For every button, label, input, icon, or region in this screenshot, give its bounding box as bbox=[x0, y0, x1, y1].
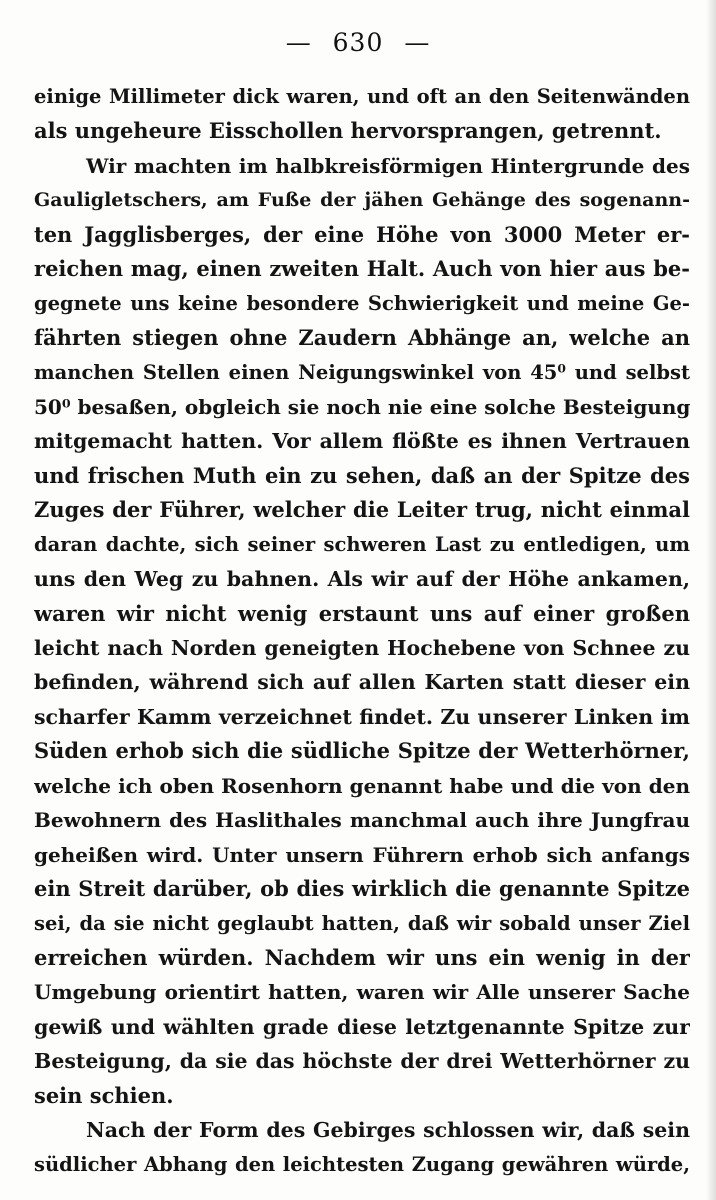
text-line: fährten stiegen ohne Zaudern Abhänge an, welche an bbox=[34, 325, 690, 351]
text-line: mitgemacht hatten. Vor allem flößte es ihnen Vertrauen bbox=[34, 429, 690, 454]
header-dash-right: — bbox=[404, 28, 431, 57]
text-line: geheißen wird. Unter unsern Führern erhob sich anfangs bbox=[34, 842, 690, 867]
text-line: Nach der Form des Gebirges schlossen wir, daß sein bbox=[86, 1118, 690, 1143]
text-line: Gauligletschers, am Fuße der jähen Gehänge des sogenann- bbox=[34, 189, 690, 212]
text-line: Bewohnern des Haslithales manchmal auch ihre Jungfrau bbox=[34, 808, 690, 833]
text-line: erreichen würden. Nachdem wir uns ein wenig in der bbox=[34, 944, 690, 970]
text-line: Zuges der Führer, welcher die Leiter trug, nicht einmal bbox=[34, 497, 690, 523]
text-line: manchen Stellen einen Neigungswinkel von 45⁰ und selbst bbox=[34, 360, 690, 384]
text-line: gewiß und wählten grade diese letztgenannte Spitze zur bbox=[34, 1014, 690, 1039]
text-line: daran dachte, sich seiner schweren Last zu entledigen, um bbox=[34, 532, 690, 556]
text-line: ten Jagglisberges, der eine Höhe von 3000 Meter er- bbox=[34, 221, 690, 247]
text-line: welche ich oben Rosenhorn genannt habe und die von den bbox=[34, 773, 690, 798]
text-line: uns den Weg zu bahnen. Als wir auf der Höhe ankamen, bbox=[34, 567, 690, 592]
text-line: leicht nach Norden geneigten Hochebene von Schnee zu bbox=[34, 636, 690, 660]
text-line: als ungeheure Eisschollen hervorsprangen, getrennt. bbox=[34, 118, 662, 144]
text-line: einige Millimeter dick waren, und oft an den Seitenwänden bbox=[34, 85, 690, 108]
text-line: Süden erhob sich die südliche Spitze der Wetterhörner, bbox=[34, 738, 690, 764]
text-line: Wir machten im halbkreisförmigen Hintergrunde des bbox=[86, 153, 690, 178]
text-line: scharfer Kamm verzeichnet findet. Zu unserer Linken im bbox=[34, 704, 690, 729]
text-line: ein Streit darüber, ob dies wirklich die genannte Spitze bbox=[34, 876, 690, 902]
text-line: gegnete uns keine besondere Schwierigkeit und meine Ge- bbox=[34, 291, 690, 315]
page-edge-shadow bbox=[706, 0, 716, 1200]
text-line: Umgebung orientirt hatten, waren wir Alle unserer Sache bbox=[34, 980, 690, 1005]
header-dash-left: — bbox=[285, 28, 312, 57]
text-line: und frischen Muth ein zu sehen, daß an der Spitze des bbox=[34, 462, 690, 488]
page-number-header bbox=[0, 28, 716, 57]
text-line: 50⁰ besaßen, obgleich sie noch nie eine solche Besteigung bbox=[34, 394, 690, 419]
text-line: befinden, während sich auf allen Karten statt dieser ein bbox=[34, 670, 690, 695]
text-line: südlicher Abhang den leichtesten Zugang gewähren würde, bbox=[34, 1152, 690, 1176]
text-line: sein schien. bbox=[34, 1082, 174, 1108]
body-text bbox=[34, 80, 690, 1182]
text-line: waren wir nicht wenig erstaunt uns auf einer großen bbox=[34, 600, 690, 626]
page-number: 630 bbox=[332, 28, 384, 57]
text-line: Besteigung, da sie das höchste der drei Wetterhörner zu bbox=[34, 1049, 690, 1074]
text-line: reichen mag, einen zweiten Halt. Auch von hier aus be- bbox=[34, 256, 690, 282]
text-line: sei, da sie nicht geglaubt hatten, daß wir sobald unser Ziel bbox=[34, 911, 690, 935]
